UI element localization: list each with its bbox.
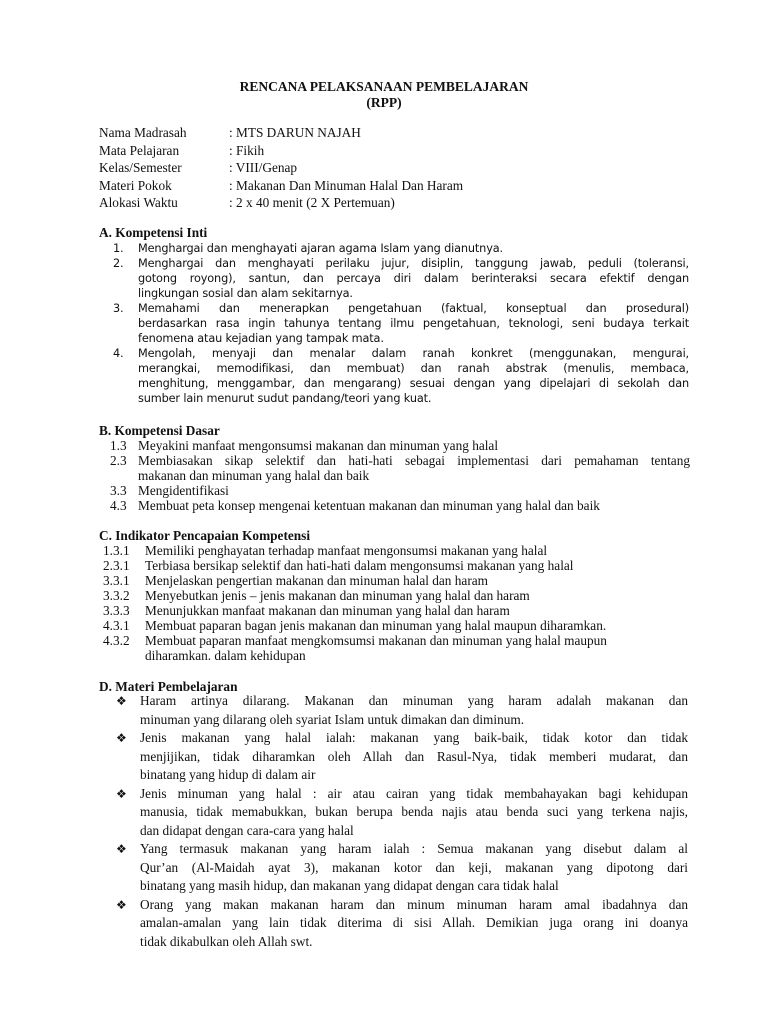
item-line: menghitung, menggambar, dan mengarang) sesuai dengan yang dipelajari di sekolah dan: [138, 377, 689, 390]
section-heading-indikator: C. Indikator Pencapaian Kompetensi: [99, 528, 311, 543]
item-line: tidak dikabulkan oleh Allah swt.: [140, 933, 313, 949]
item-line: Qur’an (Al-Maidah ayat 3), makanan kotor dan keji, makanan yang dipotong dari: [140, 859, 688, 875]
item-line: lingkungan sosial dan alam sekitarnya.: [138, 287, 353, 300]
identity-row: [99, 143, 463, 161]
identity-value: : Fikih: [229, 142, 265, 158]
item-number: 3.3.2: [103, 588, 130, 603]
item-text: [138, 346, 689, 406]
item-text: Membuat paparan bagan jenis makanan dan minuman yang halal maupun diharamkan.: [145, 618, 607, 633]
list-item: [113, 241, 689, 256]
list-item: [113, 346, 689, 406]
list-item: [103, 633, 693, 663]
identity-value: : MTS DARUN NAJAH: [229, 125, 361, 140]
item-number: 4.3.1: [103, 618, 130, 633]
item-line: Membuat peta konsep mengenai ketentuan makanan dan minuman yang halal dan baik: [138, 498, 600, 513]
identity-row: [99, 125, 463, 143]
section-heading-materi: D. Materi Pembelajaran: [99, 679, 238, 694]
item-number: 2.3.1: [103, 558, 130, 573]
item-text: Menyebutkan jenis – jenis makanan dan minuman yang halal dan haram: [145, 588, 530, 603]
item-number: 3.3.3: [103, 603, 130, 618]
item-line: amalan-amalan yang lain tidak diterima di sisi Allah. Demikian juga orang ini doanya: [140, 915, 688, 930]
item-line: binatang yang masih hidup, dan makanan yang didapat dengan cara tidak halal: [140, 878, 559, 893]
item-text: Menjelaskan pengertian makanan dan minuman halal dan haram: [145, 573, 489, 588]
item-number: 2.: [113, 257, 124, 270]
item-text: [138, 256, 689, 301]
list-item: [113, 301, 689, 346]
item-line: dan didapat dengan cara-cara yang halal: [140, 822, 354, 838]
item-line: gotong royong), santun, dan percaya diri dalam berinteraksi secara efektif dengan: [138, 272, 689, 285]
kompetensi-inti-list: [113, 241, 689, 406]
identity-label: Kelas/Semester: [99, 160, 182, 175]
item-text: [138, 498, 690, 513]
item-line: diharamkan. dalam kehidupan: [145, 648, 306, 663]
identity-value: : VIII/Genap: [229, 160, 298, 175]
identity-label: Nama Madrasah: [99, 125, 187, 140]
item-line: Memahami dan menerapkan pengetahuan (faktual, konseptual dan prosedural): [138, 302, 689, 315]
item-number: 3.: [113, 302, 124, 315]
item-text: [145, 633, 693, 663]
identity-row: [99, 178, 463, 196]
identity-label: Mata Pelajaran: [99, 142, 180, 158]
diamond-bullet-icon: ❖: [116, 786, 127, 801]
item-number: 3.3: [110, 483, 127, 498]
item-line: sumber lain menurut sudut pandang/teori yang kuat.: [138, 392, 432, 405]
item-line: Orang yang makan makanan haram dan minum minuman haram amal ibadahnya dan: [140, 896, 688, 912]
item-line: manusia, tidak memabukkan, bukan berupa benda najis atau benda suci yang terkena najis,: [140, 804, 688, 819]
item-line: berdasarkan rasa ingin tahunya tentang ilmu pengetahuan, teknologi, seni budaya terkait: [138, 317, 689, 330]
identity-row: [99, 195, 463, 213]
list-item: [110, 453, 690, 483]
diamond-bullet-icon: ❖: [116, 694, 127, 708]
item-line: Haram artinya dilarang. Makanan dan minuman yang haram adalah makanan dan: [140, 693, 688, 708]
item-number: 1.3: [110, 438, 127, 453]
list-item: [103, 558, 693, 573]
list-item: [103, 618, 693, 633]
item-line: Mengidentifikasi: [138, 483, 229, 498]
item-line: menjijikan, tidak diharamkan oleh Allah dan Rasul-Nya, tidak memberi mudarat, dan: [140, 748, 688, 764]
list-item: [116, 785, 688, 841]
kompetensi-dasar-list: [110, 438, 690, 513]
item-number: 4.3: [110, 498, 127, 513]
item-text: [138, 301, 689, 346]
item-line: merangkai, memodifikasi, dan membuat) dan ranah abstrak (menulis, membaca,: [138, 362, 689, 375]
list-item: [103, 573, 693, 588]
list-item: [110, 483, 690, 498]
item-line: Meyakini manfaat mengonsumsi makanan dan minuman yang halal: [138, 438, 499, 453]
item-text: Memiliki penghayatan terhadap manfaat mengonsumsi makanan yang halal: [145, 543, 548, 558]
diamond-bullet-icon: ❖: [116, 842, 127, 856]
list-item: [103, 603, 693, 618]
item-line: Jenis makanan yang halal ialah: makanan yang baik-baik, tidak kotor dan tidak: [140, 730, 688, 745]
materi-list: [116, 692, 688, 951]
document-subtitle: (RPP): [366, 95, 402, 110]
item-text: Terbiasa bersikap selektif dan hati-hati dalam mengonsumsi makanan yang halal: [145, 558, 574, 573]
item-text: [138, 241, 689, 256]
identity-label: Alokasi Waktu: [99, 195, 178, 210]
diamond-bullet-icon: ❖: [116, 731, 127, 745]
identity-value: : Makanan Dan Minuman Halal Dan Haram: [229, 177, 464, 193]
list-item: [110, 498, 690, 513]
list-item: [116, 840, 688, 896]
identity-value: : 2 x 40 menit (2 X Pertemuan): [229, 195, 395, 210]
list-item: [113, 256, 689, 301]
diamond-bullet-icon: ❖: [116, 897, 127, 912]
item-line: Menghargai dan menghayati perilaku jujur, disiplin, tanggung jawab, peduli (toleransi,: [138, 257, 689, 270]
section-heading-kompetensi-dasar: B. Kompetensi Dasar: [99, 423, 220, 438]
item-line: Yang termasuk makanan yang haram ialah : Semua makanan yang disebut dalam al: [140, 841, 688, 856]
item-line: Membiasakan sikap selektif dan hati-hati sebagai implementasi dari pemahaman tentang: [138, 453, 690, 468]
item-text: [140, 840, 688, 896]
identity-row: [99, 160, 463, 178]
list-item: [103, 543, 693, 558]
item-text: [138, 438, 690, 453]
indikator-list: [103, 543, 693, 663]
item-line: Jenis minuman yang halal : air atau cairan yang tidak membahayakan bagi kehidupan: [140, 785, 688, 801]
item-line: Mengolah, menyaji dan menalar dalam ranah konkret (menggunakan, mengurai,: [138, 347, 689, 360]
item-text: [140, 785, 688, 841]
item-text: [140, 729, 688, 785]
identity-table: [99, 125, 463, 213]
item-number: 4.: [113, 347, 124, 360]
item-number: 4.3.2: [103, 633, 130, 648]
list-item: [116, 729, 688, 785]
item-text: [140, 896, 688, 952]
item-text: [138, 453, 690, 483]
item-text: [138, 483, 690, 498]
item-line: makanan dan minuman yang halal dan baik: [138, 468, 370, 483]
item-number: 3.3.1: [103, 573, 130, 588]
item-text: [140, 692, 688, 729]
item-number: 1.: [113, 242, 124, 255]
item-text: Menunjukkan manfaat makanan dan minuman yang halal dan haram: [145, 603, 510, 618]
item-line: Menghargai dan menghayati ajaran agama Islam yang dianutnya.: [138, 242, 503, 255]
item-line: binatang yang hidup di dalam air: [140, 767, 316, 782]
list-item: [110, 438, 690, 453]
list-item: [116, 692, 688, 729]
item-number: 1.3.1: [103, 543, 130, 558]
identity-label: Materi Pokok: [99, 177, 172, 193]
item-line: Membuat paparan manfaat mengkomsumsi makanan dan minuman yang halal maupun: [145, 633, 607, 648]
list-item: [103, 588, 693, 603]
document-title: RENCANA PELAKSANAAN PEMBELAJARAN: [239, 79, 529, 94]
section-heading-kompetensi-inti: A. Kompetensi Inti: [99, 225, 208, 240]
item-line: fenomena atau kejadian yang tampak mata.: [138, 332, 384, 345]
item-number: 2.3: [110, 453, 127, 468]
list-item: [116, 896, 688, 952]
item-line: minuman yang dilarang oleh syariat Islam untuk dimakan dan diminum.: [140, 711, 525, 727]
